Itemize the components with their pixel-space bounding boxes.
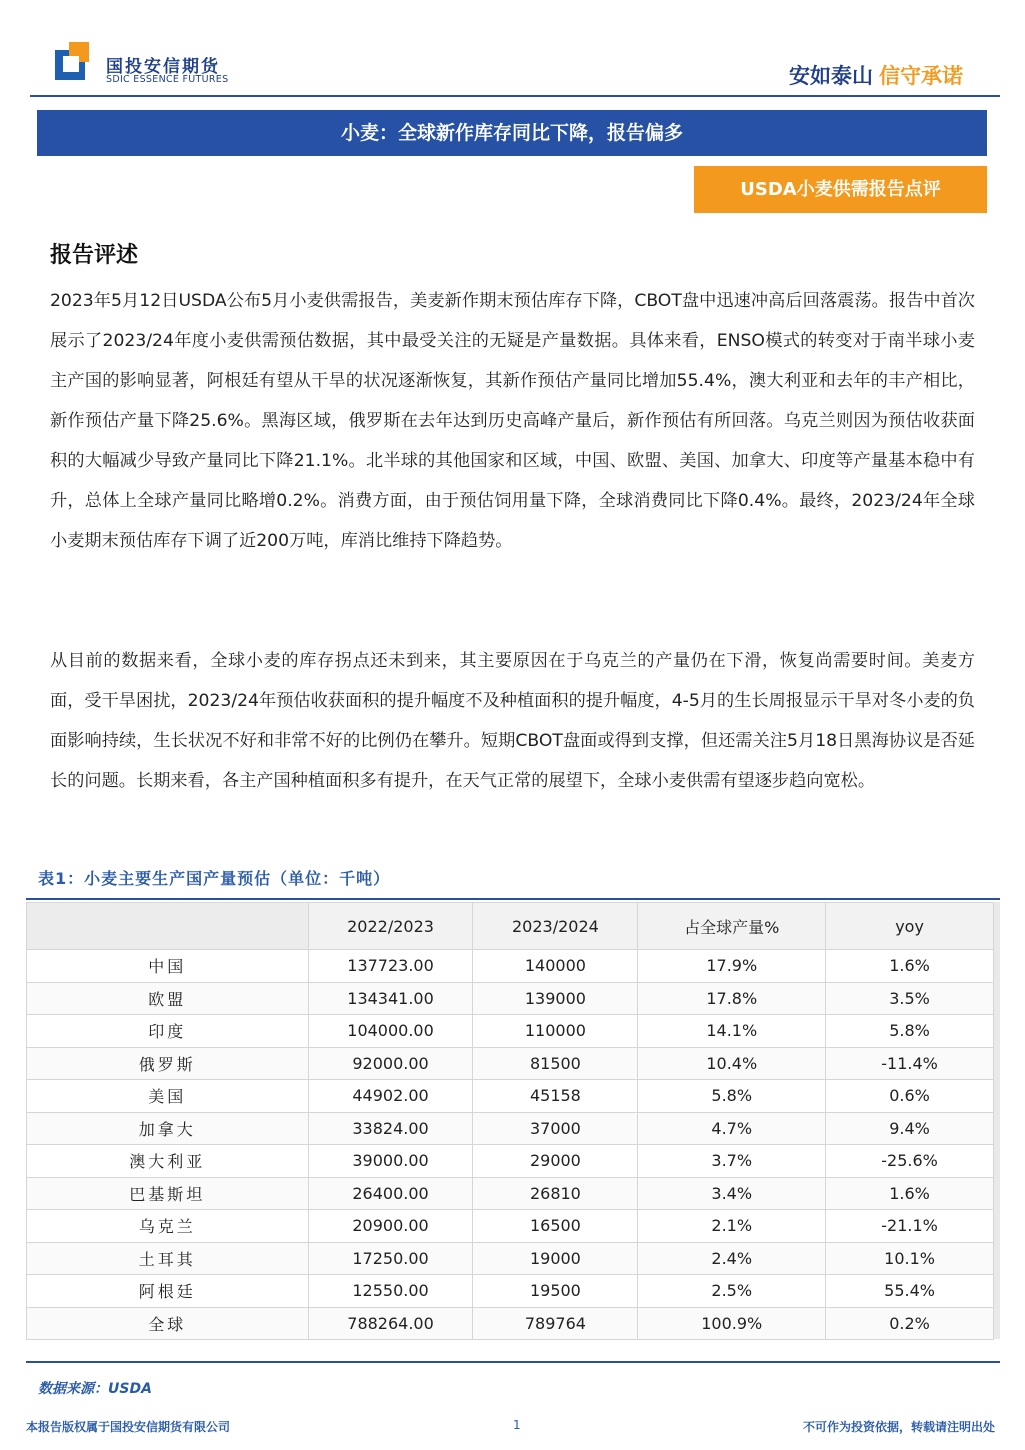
table-row: [27, 1275, 994, 1308]
table-header-cell: 占全球产量%: [638, 903, 826, 950]
table-cell: 19000: [473, 1242, 638, 1275]
table-header-cell: [27, 903, 309, 950]
page-number: 1: [513, 1418, 521, 1432]
table-cell: 81500: [473, 1047, 638, 1080]
table-cell: 20900.00: [308, 1210, 473, 1243]
table-row: [27, 982, 994, 1015]
footer-disclaimer: 不可作为投资依据，转载请注明出处: [802, 1420, 995, 1434]
table-header-cell: yoy: [826, 903, 994, 950]
table-row: [27, 1015, 994, 1048]
table-cell-country: 印度: [27, 1015, 309, 1048]
table-cell-country: 乌克兰: [27, 1210, 309, 1243]
table-bottom-divider: [26, 1361, 1000, 1363]
report-type-tag: USDA小麦供需报告点评: [694, 166, 987, 213]
table-cell: 100.9%: [638, 1307, 826, 1340]
table-cell: 788264.00: [308, 1307, 473, 1340]
company-logo-icon: [55, 42, 97, 84]
table-cell: 137723.00: [308, 950, 473, 983]
table-cell: 789764: [473, 1307, 638, 1340]
table-cell-country: 加拿大: [27, 1112, 309, 1145]
table-cell: 9.4%: [826, 1112, 994, 1145]
table-cell: 5.8%: [826, 1015, 994, 1048]
table-cell: 139000: [473, 982, 638, 1015]
table-row: [27, 1047, 994, 1080]
table-header-cell: 2022/2023: [308, 903, 473, 950]
table-cell: 44902.00: [308, 1080, 473, 1113]
table-cell: 2.5%: [638, 1275, 826, 1308]
production-table: [26, 902, 994, 1340]
table-cell: -11.4%: [826, 1047, 994, 1080]
page-header: [0, 0, 1025, 100]
table-cell: 4.7%: [638, 1112, 826, 1145]
table-cell: 5.8%: [638, 1080, 826, 1113]
table-cell: 17250.00: [308, 1242, 473, 1275]
table-cell: 17.9%: [638, 950, 826, 983]
table-cell: -25.6%: [826, 1145, 994, 1178]
table-row: [27, 1080, 994, 1113]
table-cell-country: 俄罗斯: [27, 1047, 309, 1080]
slogan: [789, 60, 963, 90]
company-name-en: SDIC ESSENCE FUTURES: [106, 74, 229, 85]
table-cell: 0.2%: [826, 1307, 994, 1340]
table-caption: 表1：小麦主要生产国产量预估（单位：千吨）: [38, 869, 391, 888]
table-cell: 37000: [473, 1112, 638, 1145]
table-header-row: [27, 903, 994, 950]
company-name-cn: 国投安信期货: [106, 57, 220, 77]
table-cell: 26400.00: [308, 1177, 473, 1210]
table-cell: 45158: [473, 1080, 638, 1113]
table-cell-country: 欧盟: [27, 982, 309, 1015]
data-source: 数据来源：USDA: [38, 1381, 152, 1397]
table-cell: 104000.00: [308, 1015, 473, 1048]
table-cell: 140000: [473, 950, 638, 983]
table-cell: 2.4%: [638, 1242, 826, 1275]
table-cell: 39000.00: [308, 1145, 473, 1178]
table-row: [27, 1145, 994, 1178]
table-cell-country: 美国: [27, 1080, 309, 1113]
table-cell: 134341.00: [308, 982, 473, 1015]
table-cell-country: 中国: [27, 950, 309, 983]
table-row: [27, 1210, 994, 1243]
table-cell: 0.6%: [826, 1080, 994, 1113]
table-row: [27, 1242, 994, 1275]
table-cell: 10.4%: [638, 1047, 826, 1080]
table-cell: 29000: [473, 1145, 638, 1178]
table-row: [27, 1177, 994, 1210]
table-cell: 1.6%: [826, 950, 994, 983]
table-row: [27, 950, 994, 983]
table-row-total: [27, 1307, 994, 1340]
table-cell: 10.1%: [826, 1242, 994, 1275]
paragraph-2: 从目前的数据来看，全球小麦的库存拐点还未到来，其主要原因在于乌克兰的产量仍在下滑，恢复尚需要时间。美麦方面，受干旱困扰，2023/24年预估收获面积的提升幅度不及种植面积的提升幅度，4-5月的生长周报显示干旱对冬小麦的负面影响持续，生长状况不好和非常不好的比例仍在攀升。短期CBOT盘面或得到支撑，但还需关注5月18日黑海协议是否延长的问题。长期来看，各主产国种植面积多有提升，在天气正常的展望下，全球小麦供需有望逐步趋向宽松。: [50, 651, 975, 791]
table-shadow: [994, 902, 1000, 1339]
table-cell: 26810: [473, 1177, 638, 1210]
slogan-part1: 安如泰山: [789, 64, 873, 88]
table-cell: 3.7%: [638, 1145, 826, 1178]
header-divider: [30, 95, 1000, 97]
table-cell-country: 巴基斯坦: [27, 1177, 309, 1210]
report-title: 小麦：全球新作库存同比下降，报告偏多: [37, 110, 987, 156]
section-heading: 报告评述: [50, 243, 139, 268]
table-cell-country: 土耳其: [27, 1242, 309, 1275]
table-cell-country: 全球: [27, 1307, 309, 1340]
slogan-part2: 信守承诺: [879, 64, 963, 88]
table-cell: 14.1%: [638, 1015, 826, 1048]
table-cell: 17.8%: [638, 982, 826, 1015]
table-header-cell: 2023/2024: [473, 903, 638, 950]
table-cell: 3.4%: [638, 1177, 826, 1210]
table-cell: 110000: [473, 1015, 638, 1048]
table-cell: 12550.00: [308, 1275, 473, 1308]
table-cell: 55.4%: [826, 1275, 994, 1308]
table-row: [27, 1112, 994, 1145]
table-cell-country: 阿根廷: [27, 1275, 309, 1308]
footer-copyright: 本报告版权属于国投安信期货有限公司: [26, 1420, 231, 1434]
table-cell: 16500: [473, 1210, 638, 1243]
paragraph-1: 2023年5月12日USDA公布5月小麦供需报告，美麦新作期末预估库存下降，CBOT盘中迅速冲高后回落震荡。报告中首次展示了2023/24年度小麦供需预估数据，其中最受关注的无疑是产量数据。具体来看，ENSO模式的转变对于南半球小麦主产国的影响显著，阿根廷有望从干旱的状况逐渐恢复，其新作预估产量同比增加55.4%，澳大利亚和去年的丰产相比，新作预估产量下降25.6%。黑海区域，俄罗斯在去年达到历史高峰产量后，新作预估有所回落。乌克兰则因为预估收获面积的大幅减少导致产量同比下降21.1%。北半球的其他国家和区域，中国、欧盟、美国、加拿大、印度等产量基本稳中有升，总体上全球产量同比略增0.2%。消费方面，由于预估饲用量下降，全球消费同比下降0.4%。最终，2023/24年全球小麦期末预估库存下调了近200万吨，库消比维持下降趋势。: [50, 291, 975, 551]
table-cell: 33824.00: [308, 1112, 473, 1145]
table-cell: 1.6%: [826, 1177, 994, 1210]
table-cell: -21.1%: [826, 1210, 994, 1243]
table-cell: 2.1%: [638, 1210, 826, 1243]
table-cell: 19500: [473, 1275, 638, 1308]
table-cell: 92000.00: [308, 1047, 473, 1080]
table-top-divider: [26, 898, 1000, 900]
table-cell: 3.5%: [826, 982, 994, 1015]
table-cell-country: 澳大利亚: [27, 1145, 309, 1178]
